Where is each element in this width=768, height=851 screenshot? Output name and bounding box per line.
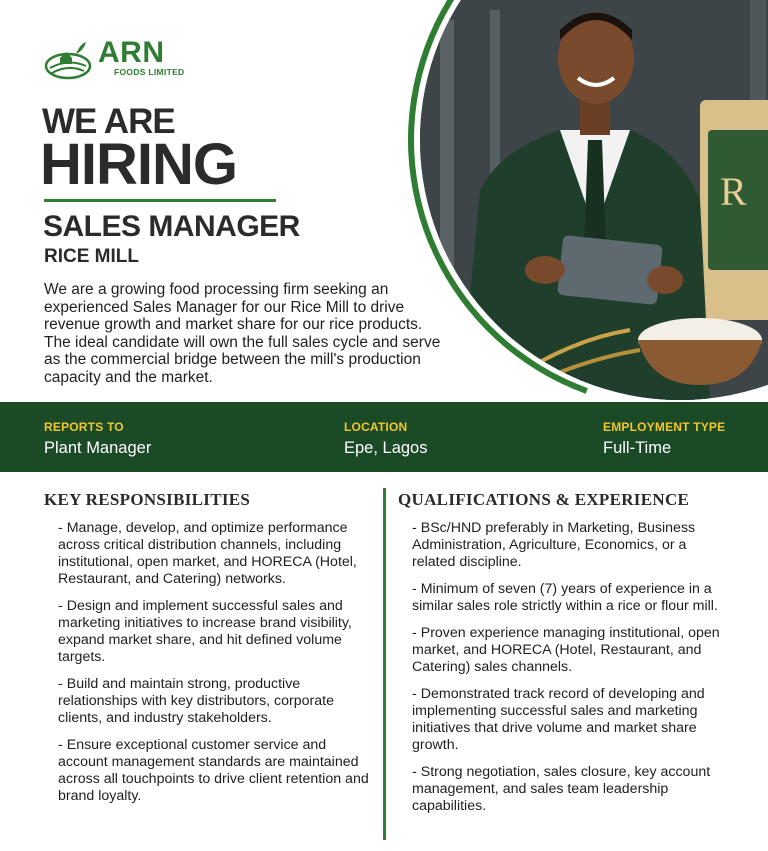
qualification-text: Demonstrated track record of developing and implementing successful sales and marketing initiatives that drive volume and market share growth. [412,686,705,753]
headline-divider [44,199,276,202]
job-title: SALES MANAGER [43,210,300,243]
location-block [344,420,427,458]
list-item [58,737,374,805]
headline-line1: WE ARE [42,102,175,141]
qualification-text: BSc/HND preferably in Marketing, Business Administration, Agriculture, Economics, or a related discipline. [412,520,696,570]
list-item [412,764,728,815]
list-item [58,676,374,727]
hero-photo [420,0,768,400]
bullet-dash: - [58,598,63,614]
bullet-dash: - [412,520,417,536]
list-item [412,520,728,571]
bullet-dash: - [412,581,417,597]
list-item [412,625,728,676]
location-label: LOCATION [344,420,408,434]
job-details-bar [0,402,768,472]
qualification-text: Strong negotiation, sales closure, key account management, and sales team leadership capabilities. [412,764,711,814]
headline-line2: HIRING [40,132,237,197]
list-item [412,686,728,754]
qualification-text: Minimum of seven (7) years of experience in a similar sales role strictly within a rice or flour mill. [412,581,718,614]
employment-type-label: EMPLOYMENT TYPE [603,420,726,434]
bullet-dash: - [58,676,63,692]
reports-to-value: Plant Manager [44,439,152,457]
list-item [58,520,374,588]
list-item [58,598,374,666]
reports-to-label: REPORTS TO [44,420,124,434]
farm-logo-icon [44,36,92,80]
bullet-dash: - [412,625,417,641]
responsibilities-list [44,520,374,805]
responsibility-text: Manage, develop, and optimize performance across critical distribution channels, including institutional, open market, and HORECA (Hotel, Restaurant, and Catering) networks. [58,520,357,587]
responsibility-text: Ensure exceptional customer service and account management standards are maintained across all touchpoints to drive client retention and brand loyalty. [58,737,369,804]
responsibility-text: Build and maintain strong, productive relationships with key distributors, corporate clients, and industry stakeholders. [58,676,334,726]
bullet-dash: - [412,764,417,780]
brand-name: ARN [98,36,165,69]
column-divider [383,488,386,840]
company-logo [44,36,184,80]
qualifications-heading: QUALIFICATIONS & EXPERIENCE [398,490,690,509]
employment-type-value: Full-Time [603,439,672,457]
responsibilities-heading: KEY RESPONSIBILITIES [44,490,251,509]
bullet-dash: - [412,686,417,702]
employment-type-block [603,420,725,458]
qualifications-section [398,490,728,825]
responsibility-text: Design and implement successful sales and marketing initiatives to increase brand visibility, expand market share, and hit defined volume targets. [58,598,352,665]
intro-paragraph: We are a growing food processing firm seeking an experienced Sales Manager for our Rice Mill to drive revenue growth and market share for our rice products. The ideal candidate will own the full sales cycle and serve as the commercial bridge between the mill's production capacity and the market. [44,281,441,386]
brand-subtitle: FOODS LIMITED [114,67,185,77]
svg-text:R: R [720,169,747,214]
sales-manager-illustration [420,0,768,400]
responsibilities-section [44,490,374,815]
bullet-dash: - [58,520,63,536]
qualifications-list [398,520,728,815]
job-department: RICE MILL [44,246,139,267]
reports-to-block [44,420,151,458]
hero-section [0,0,768,402]
location-value: Epe, Lagos [344,439,428,457]
list-item [412,581,728,615]
bullet-dash: - [58,737,63,753]
qualification-text: Proven experience managing institutional, open market, and HORECA (Hotel, Restaurant, and Catering) sales channels. [412,625,720,675]
